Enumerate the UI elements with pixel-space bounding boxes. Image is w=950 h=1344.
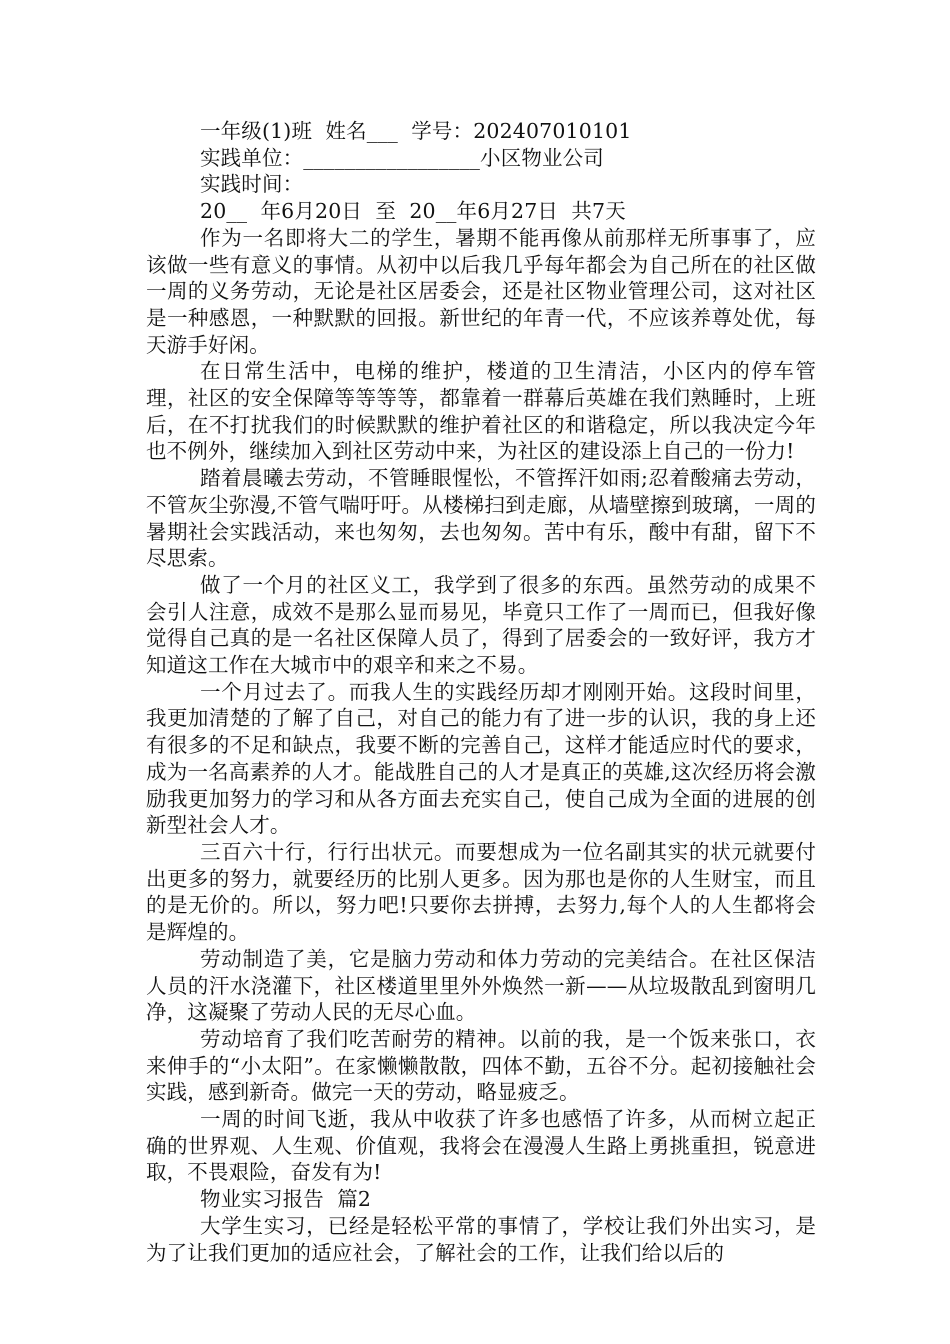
practice-time-label: 实践时间： bbox=[200, 172, 304, 197]
section-title: 物业实习报告 篇2 bbox=[200, 1187, 372, 1212]
body-paragraph: 踏着晨曦去劳动，不管睡眼惺忪，不管挥汗如雨;忍着酸痛去劳动，不管灰尘弥漫,不管气喘吁吁。从楼梯扫到走廊，从墙壁擦到玻璃，一周的暑期社会实践活动，来也匆匆，去也匆匆。苦中有乐，酸中有甜，留下不尽思索。 bbox=[146, 466, 816, 571]
closing-paragraph: 大学生实习，已经是轻松平常的事情了，学校让我们外出实习，是为了让我们更加的适应社会，了解社会的工作，让我们给以后的 bbox=[146, 1213, 816, 1265]
body-paragraph: 作为一名即将大二的学生，暑期不能再像从前那样无所事事了，应该做一些有意义的事情。从初中以后我几乎每年都会为自己所在的社区做一周的义务劳动，无论是社区居委会，还是社区物业管理公司，这对社区是一种感恩，一种默默的回报。新世纪的年青一代，不应该养尊处优，每天游手好闲。 bbox=[146, 225, 816, 357]
document-page bbox=[146, 118, 816, 1266]
practice-time-range: 20__ 年6月20日 至 20__年6月27日 共7天 bbox=[200, 199, 626, 224]
body-paragraph: 一个月过去了。而我人生的实践经历却才刚刚开始。这段时间里，我更加清楚的了解了自己，对自己的能力有了进一步的认识，我的身上还有很多的不足和缺点，我要不断的完善自己，这样才能适应时代的要求，成为一名高素养的人才。能战胜自己的人才是真正的英雄,这次经历将会激励我更加努力的学习和从各方面去充实自己，使自己成为全面的进展的创新型社会人才。 bbox=[146, 679, 816, 838]
body-paragraph: 一周的时间飞逝，我从中收获了许多也感悟了许多，从而树立起正确的世界观、人生观、价值观，我将会在漫漫人生路上勇挑重担，锐意进取，不畏艰险，奋发有为! bbox=[146, 1107, 816, 1185]
body-paragraph: 三百六十行，行行出状元。而要想成为一位名副其实的状元就要付出更多的努力，就要经历的比别人更多。因为那也是你的人生财宝，而且的是无价的。所以，努力吧!只要你去拼搏，去努力,每个人的人生都将会是辉煌的。 bbox=[146, 839, 816, 945]
body-paragraph: 劳动培育了我们吃苦耐劳的精神。以前的我，是一个饭来张口，衣来伸手的“小太阳”。在家懒懒散散，四体不勤，五谷不分。起初接触社会实践，感到新奇。做完一天的劳动，略显疲乏。 bbox=[146, 1026, 816, 1105]
body-paragraph: 劳动制造了美，它是脑力劳动和体力劳动的完美结合。在社区保洁人员的汗水浇灌下，社区楼道里里外外焕然一新——从垃圾散乱到窗明几净，这凝聚了劳动人民的无尽心血。 bbox=[146, 946, 816, 1025]
body-paragraph: 在日常生活中，电梯的维护，楼道的卫生清洁，小区内的停车管理，社区的安全保障等等等等，都靠着一群幕后英雄在我们熟睡时，上班后，在不打扰我们的时候默默的维护着社区的和谐稳定，所以我决定今年也不例外，继续加入到社区劳动中来，为社区的建设添上自己的一份力! bbox=[146, 359, 816, 464]
body-paragraph: 做了一个月的社区义工，我学到了很多的东西。虽然劳动的成果不会引人注意，成效不是那么显而易见，毕竟只工作了一周而已，但我好像觉得自己真的是一名社区保障人员了，得到了居委会的一致好评，我方才知道这工作在大城市中的艰辛和来之不易。 bbox=[146, 572, 816, 678]
class-name-id-line: 一年级(1)班 姓名___ 学号：202407010101 bbox=[200, 119, 632, 143]
practice-unit-line: 实践单位：_________________小区物业公司 bbox=[200, 145, 604, 170]
